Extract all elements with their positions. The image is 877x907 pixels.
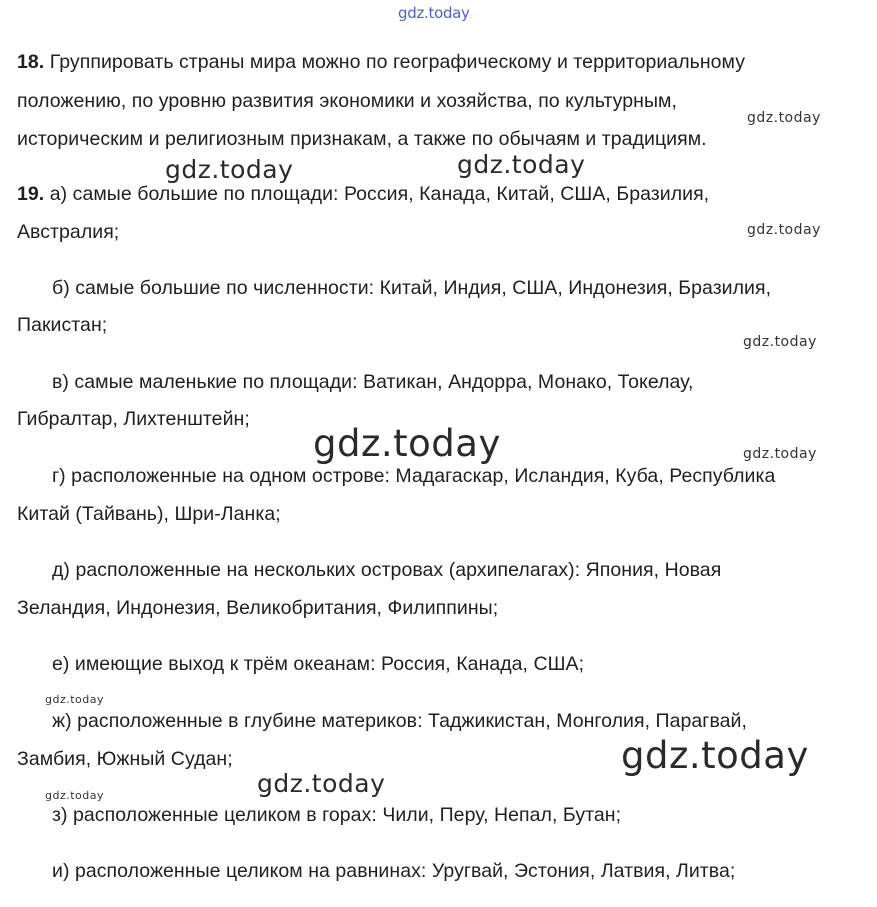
item-18-line: историческим и религиозным признакам, а также по обычаям и традициям. [17,128,707,150]
list-item-text: з) расположенные целиком в горах: Чили, Перу, Непал, Бутан; [52,804,622,826]
watermark: gdz.today [747,222,821,238]
list-item-text: д) расположенные на нескольких островах (архипелагах): Япония, Новая [52,559,722,581]
list-item-continuation: Китай (Тайвань), Шри-Ланка; [17,503,281,525]
list-item-continuation: Зеландия, Индонезия, Великобритания, Филиппины; [17,597,499,619]
watermark: gdz.today [457,150,586,179]
item-18-line [17,50,745,74]
list-item-text: в) самые маленькие по площади: Ватикан, Андорра, Монако, Токелау, [52,371,694,393]
watermark: gdz.today [257,769,386,798]
item-18-line: положению, по уровню развития экономики и хозяйства, по культурным, [17,90,677,112]
list-item-text: а) самые большие по площади: Россия, Канада, Китай, США, Бразилия, [49,183,710,205]
watermark: gdz.today [165,155,294,184]
list-item-continuation: Пакистан; [17,314,108,336]
item-number: 18. [17,51,45,73]
list-item-continuation: Замбия, Южный Судан; [17,748,233,770]
watermark: gdz.today [747,110,821,126]
watermark-logo: gdz.today [398,4,470,22]
watermark: gdz.today [743,334,817,350]
list-item-text: и) расположенные целиком на равнинах: Уругвай, Эстония, Латвия, Литва; [52,860,736,882]
list-item-continuation: Австралия; [17,221,120,243]
watermark: gdz.today [621,734,809,777]
item-19-line [17,182,709,206]
list-item-continuation: Гибралтар, Лихтенштейн; [17,408,250,430]
watermark: gdz.today [313,422,501,465]
watermark: gdz.today [743,446,817,462]
watermark: gdz.today [45,693,105,706]
list-item-text: е) имеющие выход к трём океанам: Россия, Канада, США; [52,653,585,675]
paragraph-text: Группировать страны мира можно по географическому и территориальному [49,51,746,73]
list-item-text: б) самые большие по численности: Китай, Индия, США, Индонезия, Бразилия, [52,277,772,299]
list-item-text: ж) расположенные в глубине материков: Таджикистан, Монголия, Парагвай, [52,710,747,732]
list-item-text: г) расположенные на одном острове: Мадагаскар, Исландия, Куба, Республика [52,465,776,487]
watermark: gdz.today [45,789,105,802]
item-number: 19. [17,183,45,205]
